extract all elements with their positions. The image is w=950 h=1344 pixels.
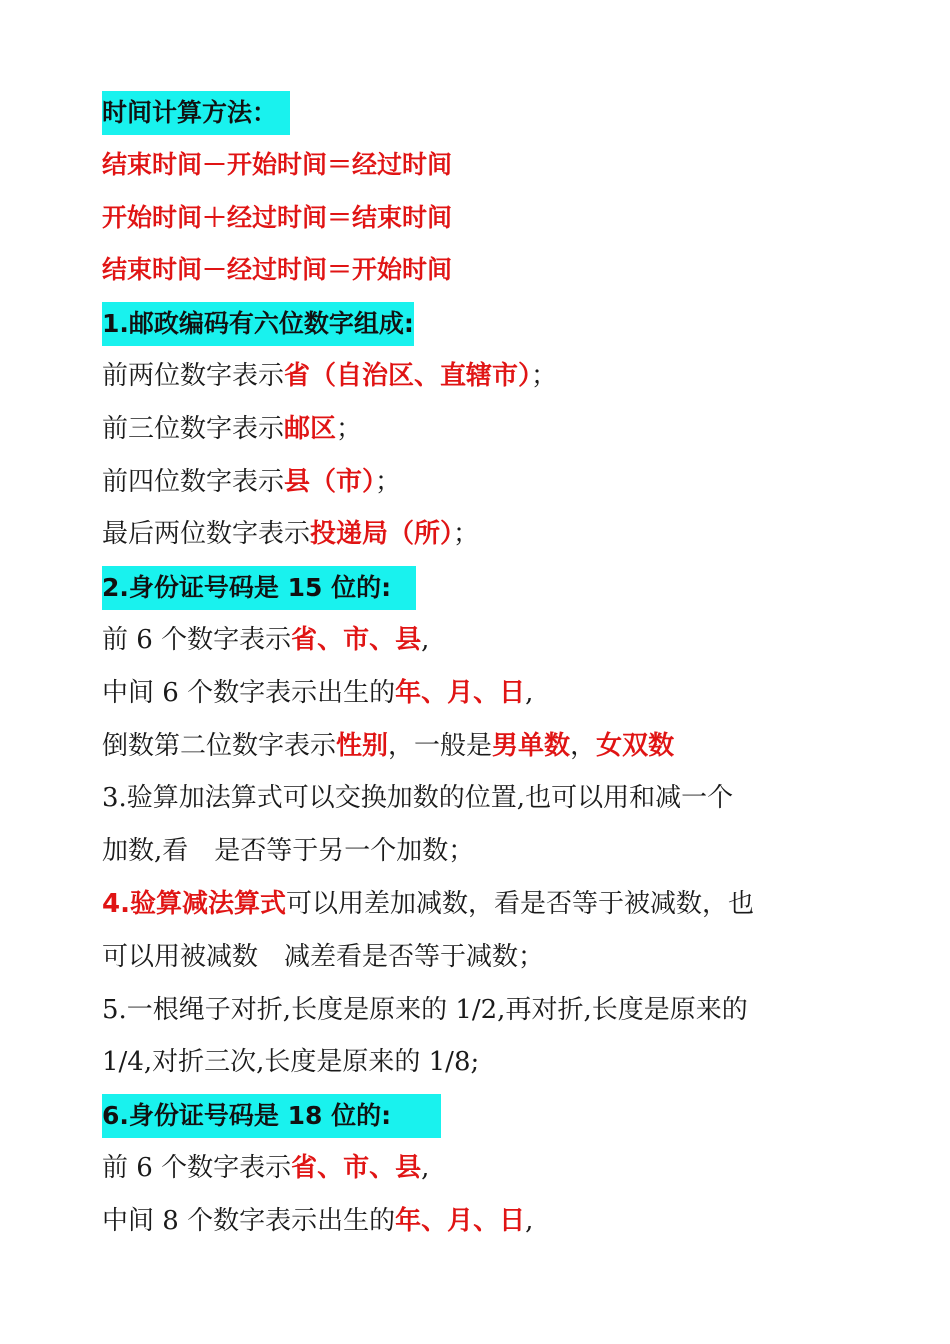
text-line (102, 350, 862, 403)
text-line (102, 1036, 862, 1089)
highlight-padding (391, 573, 416, 602)
highlighted-heading: 2.身份证号码是 15 位的: (102, 566, 416, 610)
body-text: 3.验算加法算式可以交换加数的位置,也可以用和减一个 (102, 783, 734, 814)
text-line (102, 244, 862, 297)
body-text: 前三位数字表示 (102, 413, 285, 444)
highlight-padding (391, 1101, 441, 1130)
body-text: 前两位数字表示 (102, 360, 285, 391)
emphasis-text: 年、月、日 (395, 677, 526, 708)
body-text: , (525, 1205, 534, 1236)
body-text: 前 6 个数字表示 (102, 1152, 292, 1183)
text-line (102, 931, 862, 984)
emphasis-text: 邮区 (284, 413, 337, 444)
emphasis-text: 县（市） (284, 466, 376, 497)
text-line (102, 878, 862, 931)
emphasis-text: 性别 (336, 730, 389, 761)
emphasis-text: 4.验算减法算式 (102, 888, 286, 919)
body-text: 5.一根绳子对折,长度是原来的 1/2,再对折,长度是原来的 (102, 994, 748, 1025)
text-line (102, 667, 862, 720)
body-text: 可以用被减数 减差看是否等于减数； (102, 941, 545, 972)
body-text: 可以用差加减数，看是否等于被减数，也 (285, 888, 754, 919)
document-page (102, 86, 862, 1248)
highlighted-heading: 6.身份证号码是 18 位的: (102, 1094, 441, 1138)
emphasis-text: 男单数 (492, 730, 571, 761)
text-line (102, 456, 862, 509)
body-text: 中间 8 个数字表示出生的 (102, 1205, 396, 1236)
highlighted-heading: 时间计算方法： (102, 91, 290, 135)
emphasis-text: 省、市、县 (291, 624, 422, 655)
body-text: , (525, 677, 534, 708)
body-text: ，一般是 (388, 730, 493, 761)
body-text: , (421, 624, 430, 655)
text-line (102, 561, 862, 614)
text-line (102, 825, 862, 878)
emphasis-text: 年、月、日 (395, 1205, 526, 1236)
text-line (102, 139, 862, 192)
emphasis-text: 女双数 (596, 730, 675, 761)
text-line (102, 86, 862, 139)
text-line (102, 984, 862, 1037)
highlighted-heading: 1.邮政编码有六位数字组成: (102, 302, 414, 346)
body-text: ； (453, 519, 480, 550)
text-line (102, 720, 862, 773)
body-text: 倒数第二位数字表示 (102, 730, 337, 761)
emphasis-text: 省（自治区、直辖市） (284, 360, 532, 391)
highlight-padding (265, 98, 290, 127)
body-text: 中间 6 个数字表示出生的 (102, 677, 396, 708)
emphasis-text: 开始时间＋经过时间＝结束时间 (102, 202, 453, 232)
emphasis-text: 省、市、县 (291, 1152, 422, 1183)
text-line (102, 614, 862, 667)
text-line (102, 192, 862, 245)
body-text: ； (336, 413, 363, 444)
text-line (102, 1142, 862, 1195)
body-text: ； (375, 466, 402, 497)
body-text: , (421, 1152, 430, 1183)
text-line (102, 772, 862, 825)
body-text: 前 6 个数字表示 (102, 624, 292, 655)
text-line (102, 297, 862, 350)
body-text: 加数,看 是否等于另一个加数； (102, 836, 475, 867)
body-text: 最后两位数字表示 (102, 519, 311, 550)
emphasis-text: 投递局（所） (310, 519, 454, 550)
body-text: ； (531, 360, 558, 391)
text-line (102, 1195, 862, 1248)
emphasis-text: 结束时间－开始时间＝经过时间 (102, 149, 453, 179)
emphasis-text: 结束时间－经过时间＝开始时间 (102, 255, 453, 285)
text-line (102, 403, 862, 456)
text-line (102, 1089, 862, 1142)
body-text: 1/4,对折三次,长度是原来的 1/8; (102, 1047, 480, 1078)
text-line (102, 508, 862, 561)
body-text: ， (570, 730, 597, 761)
body-text: 前四位数字表示 (102, 466, 285, 497)
